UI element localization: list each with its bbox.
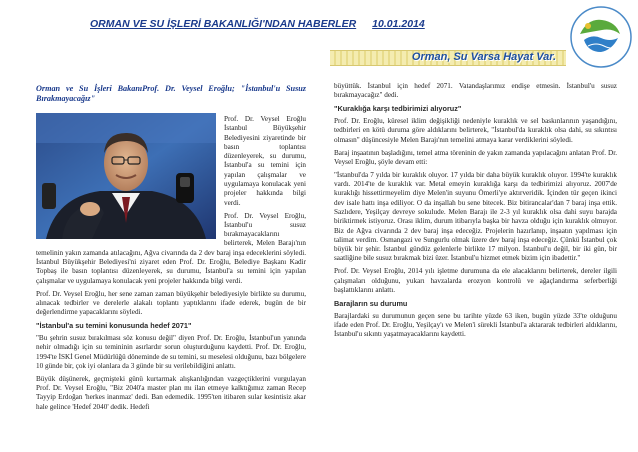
article-paragraph: Prof. Dr. Veysel Eroğlu İstanbul Büyükşehir Belediyesini ziyaretinde bir basın toplantısı düzenleyerek, su durumu, İstanbul'a su temini için yapılan çalışmalar ve uygulamaya konulacak yeni projeler hakkında bilgi verdi.: [224, 115, 306, 207]
article-paragraph: "Bu şehrin susuz bırakılması söz konusu değil" diyen Prof. Dr. Eroğlu, İstanbul'un yanında nehir olmadığı için su temininin asırlardır sorun oluşturduğunu kaydetti. Prof. Dr. Eroğlu, 1994'te İSKİ Genel Müdürlüğü döneminde de su temini, su meselesi olduğunu, bazı bölgelere 10 günde bir, çok iyi olanlara da 3 günde bir su verilebildiğini anlattı.: [36, 333, 306, 370]
article-left-column: [36, 84, 306, 415]
slogan: Orman, Su Varsa Hayat Var.: [411, 51, 556, 63]
article-subheading: "Kuraklığa karşı tedbirimizi alıyoruz": [334, 104, 462, 114]
article-title: Orman ve Su İşleri BakanıProf. Dr. Veysel Eroğlu; "İstanbul'u Susuz Bırakmayacağız": [36, 84, 306, 103]
article-paragraph: büyüttük. İstanbul için hedef 2071. Vatandaşlarımız endişe etmesin. İstanbul'u susuz bırakmayacağız" dedi.: [334, 82, 617, 100]
minister-photo-image: [36, 113, 216, 239]
slogan-band: [330, 50, 566, 66]
article-paragraph: Prof. Dr. Veysel Eroğlu, her sene zaman zaman büyükşehir belediyesiyle birlikte su durumu, alınacak tedbirler ve derelerle alakalı toplantı yaptıklarını ifade ederek, bugün de bir değerlendirme yapacaklarını söyledi.: [36, 289, 306, 317]
minister-photo: [36, 113, 216, 239]
article-paragraph: Barajlardaki su durumunun geçen sene bu tarihte yüzde 63 iken, bugün yüzde 33'te olduğunu ifade eden Prof. Dr. Eroğlu, Yeşilçay'ı ve Melen'i sürekli İstanbul'a aktararak tedbirleri aldıklarını, İstanbul'u sıkıntı yaşatmayacaklarını kaydetti.: [334, 311, 617, 339]
article-subheading: Barajların su durumu: [334, 298, 408, 308]
article-right-column: [334, 82, 617, 343]
newsletter-title-text: ORMAN VE SU İŞLERİ BAKANLIĞI'NDAN HABERLER: [90, 18, 357, 30]
article-subheading: "İstanbul'a su temini konusunda hedef 2071": [36, 321, 192, 331]
article-paragraph: Baraj inşaatının başladığını, temel atma töreninin de yakın zamanda yapılacağını anlatan Prof. Dr. Veysel Eroğlu, şöyle devam etti:: [334, 148, 617, 166]
article-paragraph: Prof. Dr. Veysel Eroğlu, 2014 yılı işletme durumuna da ele alacaklarını belirterek, dereler ilgili çalışmaları olduğunu, yukarı havzalarda erozyon kontrolü ve ağaçlandırma seferberliği başlattıklarını anlattı.: [334, 267, 617, 294]
article-paragraph: Büyük düşünerek, geçmişteki günü kurtarmak alışkanlığından vazgeçtiklerini vurgulayan Prof. Dr. Veysel Eroğlu, "Biz 2040'a master plan mı ilan etmeye kalktığımız zaman Recep Tayyip Erdoğan 'herkes inanmaz' dedi. Ban edemedik. 1995'ten itibaren sular kesintisiz akar hale gelince 'Hedef 2040' dedik. Hedefi: [36, 374, 306, 411]
ministry-logo-icon: [568, 4, 634, 70]
article-paragraph: Prof. Dr. Veysel Eroğlu, İstanbul'u susuz bırakmayacaklarını belirterek, Melen Barajı'nın temelinin yakın zamanda atılacağını, Ağva civarında da 2 dev baraj inşa edeceklerini söyledi. İstanbul Büyükşehir Belediyesi'ni ziyaret eden Prof. Dr. Eroğlu, Belediye Başkanı Kadir Topbaş ile basın toplantısı düzenleyerek, su durumu, İstanbul'a su temini için yapılan çalışmalar ve uygulamaya konulacak yeni projeler hakkında bilgi verdi.: [36, 211, 306, 285]
newsletter-date: 10.01.2014: [372, 18, 425, 30]
article-paragraph: "İstanbul'da 7 yılda bir kuraklık oluyor. 17 yılda bir daha büyük kuraklık oluyor. 1994'te kuraklık vardı. 2014'te de kuraklık var. Metal emeyin kuraklığa karşı da tedbirimizi alıyoruz. 2007'de kuraklığı hissettirmeyelim diye Melen'in suyunu Ömerli'ye aktırveridik. İçinden tür geçen ikinci dev isale hattı inşa ediliyor. O da inşallah bu sene bitecek. Biz bitirancalar'dan 7 baraj inşa ettik. Sazlıdere, Yeşilçay devreye sokulude. Melen Barajı ile 2-3 yıl kuraklık olsa dahi suyu barajda biriktirmek istiyoruz. Orası iklim, durum itibarıyla başka bir havza olduğu için kuraklık olmuyor. Biz de Ağva civarında 2 dev baraj inşa edeceğiz. Projelerin hazırlanıp, inşaatın yapılması için talimat verdim. Osmangazi ve Sungurlu olmak üzere dev baraj inşa edeceğiz. Çünkü İstanbul çok büyük bir şehir. İstanbul gündüz gelenlerle birlikte 17 milyon. İstanbul'u değil, bir iki gün, bir saatliğine bile susuz bırakmak bizi üzer. İstanbul'u hizmet etmek bizim için ibadettir.": [334, 170, 617, 263]
page-header: [0, 0, 638, 70]
article-paragraph: Prof. Dr. Eroğlu, küresel iklim değişikliği nedeniyle kuraklık ve sel baskınlarının yaşandığını, tedbirleri en kötü duruma göre aldıklarını belirterek, "İstanbul'da kuraklık olsa dahi, su sıkıntısı olmasın" düşüncesiyle Melen Barajı'nın temelini atmaya karar verdiklerini söyledi.: [334, 117, 617, 144]
newsletter-title: [90, 18, 425, 30]
